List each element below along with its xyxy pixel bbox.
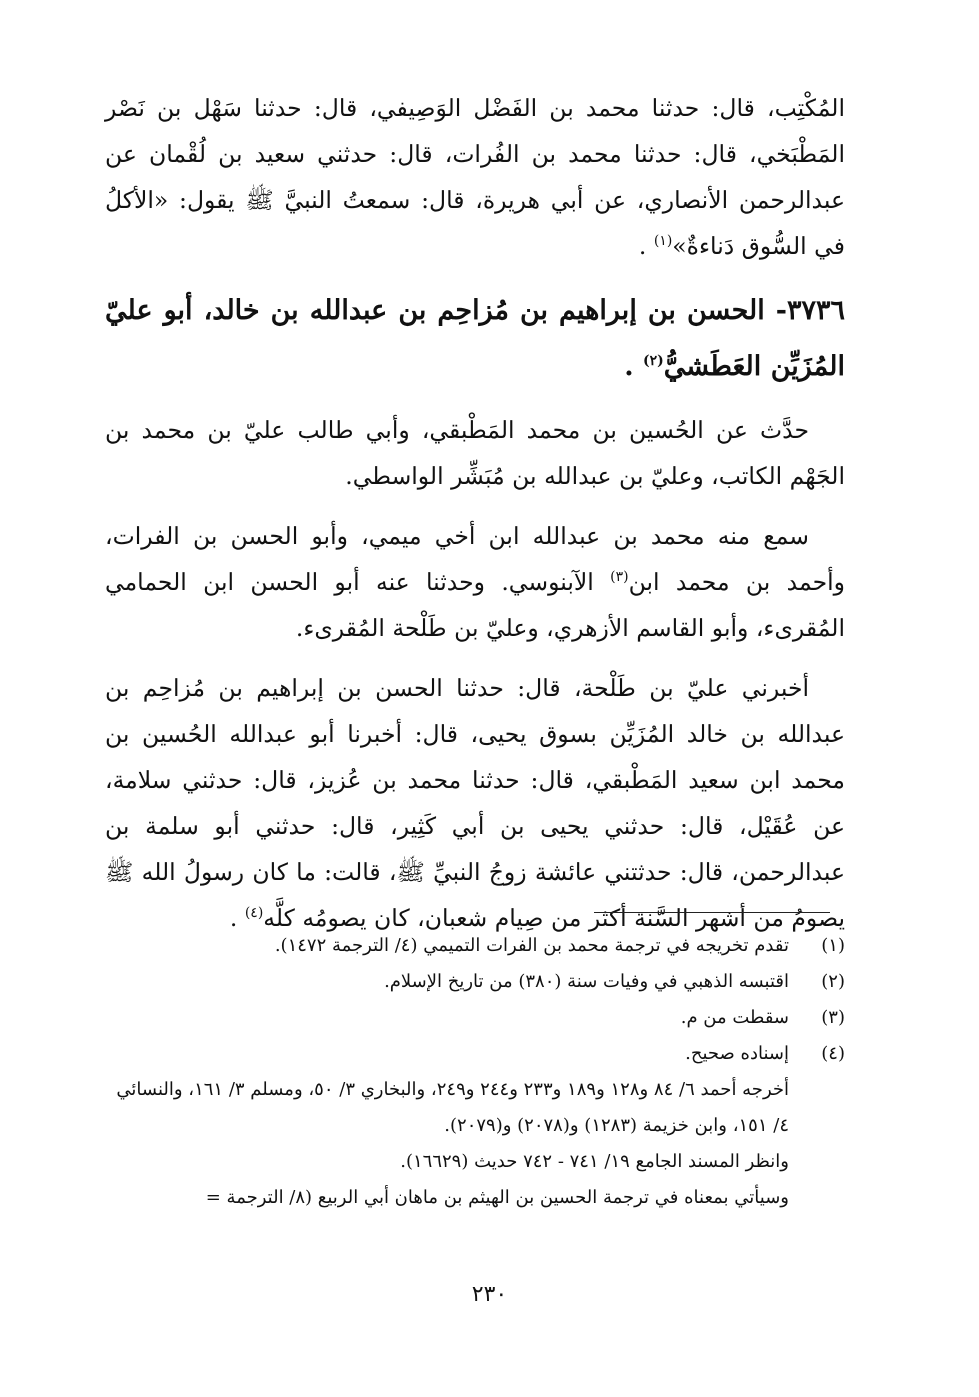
footnote-2-text: اقتبسه الذهبي في وفيات سنة (٣٨٠) من تاريخ الإسلام. xyxy=(384,971,789,992)
paragraph-3-text-b: الآبنوسي. وحدثنا عنه أبو الحسن ابن الحمامي المُقرىء، وأبو القاسم الأزهري، وعليّ بن طَلْحة المُقرىء. xyxy=(105,568,845,642)
footnote-1 xyxy=(105,928,845,964)
paragraph-4-text: أخبرني عليّ بن طَلْحة، قال: حدثنا الحسن بن إبراهيم بن مُزاحِم بن عبدالله بن خالد المُزَيِّن بسوق يحيى، قال: أخبرنا أبو عبدالله الحُسين بن محمد ابن سعيد المَطْبقي، قال: حدثنا محمد بن عُزيز، قال: حدثني سلامة، عن عُقَيْل، قال: حدثني يحيى بن أبي كَثِير، قال: حدثني أبو سلمة بن عبدالرحمن، قال: حدثتني عائشة زوجُ النبيِّ ﷺ، قالت: ما كان رسولُ الله ﷺ يصومُ من أشهر السَّنة أكثر من صِيام شعبان، كان يصومُه كلَّه xyxy=(105,674,845,932)
footnote-4-continuation-1: أخرجه أحمد ٦/ ٨٤ و١٢٨ و١٨٩ و٢٣٣ و٢٤٤ و٢٤٩، والبخاري ٣/ ٥٠، ومسلم ٣/ ١٦١، والنسائي ٤/ ١٥١، وابن خزيمة (١٢٨٣) و(٢٠٧٨) و(٢٠٧٩). xyxy=(116,1079,789,1136)
paragraph-3-text-a: سمع منه محمد بن عبدالله ابن أخي ميمي، وأبو الحسن بن الفرات، وأحمد بن محمد ابن xyxy=(105,522,845,596)
entry-heading-text: ٣٧٣٦- الحسن بن إبراهيم بن مُزاحِم بن عبدالله بن خالد، أبو عليّ المُزَيِّن العَطَشيُّ xyxy=(105,295,845,382)
footnote-4 xyxy=(105,1036,845,1072)
footnote-4-number: (٤) xyxy=(821,1043,845,1064)
footnotes xyxy=(105,928,845,1216)
entry-heading: ٣٧٣٦- الحسن بن إبراهيم بن مُزاحِم بن عبدالله بن خالد، أبو عليّ المُزَيِّن العَطَشيُّ$^{(٢)}$ . xyxy=(105,295,845,382)
footnote-2-number: (٢) xyxy=(821,971,845,992)
footnote-separator xyxy=(594,912,830,913)
footnote-4-text: إسناده صحيح. xyxy=(685,1043,789,1064)
paragraph-2: حدَّث عن الحُسين بن محمد المَطْبقي، وأبي طالب عليّ بن محمد بن الجَهْم الكاتب، وعليّ بن عبدالله بن مُبَشِّر الواسطي. xyxy=(105,416,845,490)
paragraph-1: المُكْتِب، قال: حدثنا محمد بن الفَضْل الوَصِيفي، قال: حدثنا سَهْل بن نَصْر المَطْبَخي، قال: حدثنا محمد بن الفُرات، قال: حدثني سعيد بن لُقْمان عن عبدالرحمن الأنصاري، عن أبي هريرة، قال: سمعتُ النبيَّ ﷺ يقول: «الأكلُ في السُّوق دَناءةٌ»$^{(١)}$ . xyxy=(105,94,845,260)
footnote-ref-2: (٢) xyxy=(643,353,664,369)
footnote-3 xyxy=(105,1000,845,1036)
paragraph-1-text: المُكْتِب، قال: حدثنا محمد بن الفَضْل الوَصِيفي، قال: حدثنا سَهْل بن نَصْر المَطْبَخي، قال: حدثنا محمد بن الفُرات، قال: حدثني سعيد بن لُقْمان عن عبدالرحمن الأنصاري، عن أبي هريرة، قال: سمعتُ النبيَّ ﷺ يقول: «الأكلُ في السُّوق دَناءةٌ» xyxy=(105,94,845,260)
footnote-2 xyxy=(105,964,845,1000)
footnote-3-number: (٣) xyxy=(821,1007,845,1028)
page-number: ٢٣٠ xyxy=(471,1282,508,1307)
footnote-1-text: تقدم تخريجه في ترجمة محمد بن الفرات التميمي (٤/ الترجمة ١٤٧٢). xyxy=(274,935,789,956)
footnote-3-text: سقطت من م. xyxy=(680,1007,789,1028)
footnote-ref-1: (١) xyxy=(653,233,673,250)
paragraph-3 xyxy=(105,513,845,651)
footnote-ref-4: (٤) xyxy=(244,905,264,922)
footnote-1-number: (١) xyxy=(821,935,845,956)
paragraph-4: أخبرني عليّ بن طَلْحة، قال: حدثنا الحسن بن إبراهيم بن مُزاحِم بن عبدالله بن خالد المُزَيِّن بسوق يحيى، قال: أخبرنا أبو عبدالله الحُسين بن محمد ابن سعيد المَطْبقي، قال: حدثنا محمد بن عُزيز، قال: حدثني سلامة، عن عُقَيْل، قال: حدثني يحيى بن أبي كَثِير، قال: حدثني أبو سلمة بن عبدالرحمن، قال: حدثتني عائشة زوجُ النبيِّ ﷺ، قالت: ما كان رسولُ الله ﷺ يصومُ من أشهر السَّنة أكثر من صِيام شعبان، كان يصومُه كلَّه$^{(٤)}$ . xyxy=(105,674,845,932)
main-text xyxy=(105,85,845,941)
footnote-4-continuation-3: وسيأتي بمعناه في ترجمة الحسين بن الهيثم بن ماهان أبي الربيع (٨/ الترجمة = xyxy=(205,1187,789,1208)
footnote-ref-3: (٣) xyxy=(610,569,629,586)
footnote-4-continuation-2: وانظر المسند الجامع ١٩/ ٧٤١ - ٧٤٢ حديث (١٦٦٢٩). xyxy=(400,1151,789,1172)
